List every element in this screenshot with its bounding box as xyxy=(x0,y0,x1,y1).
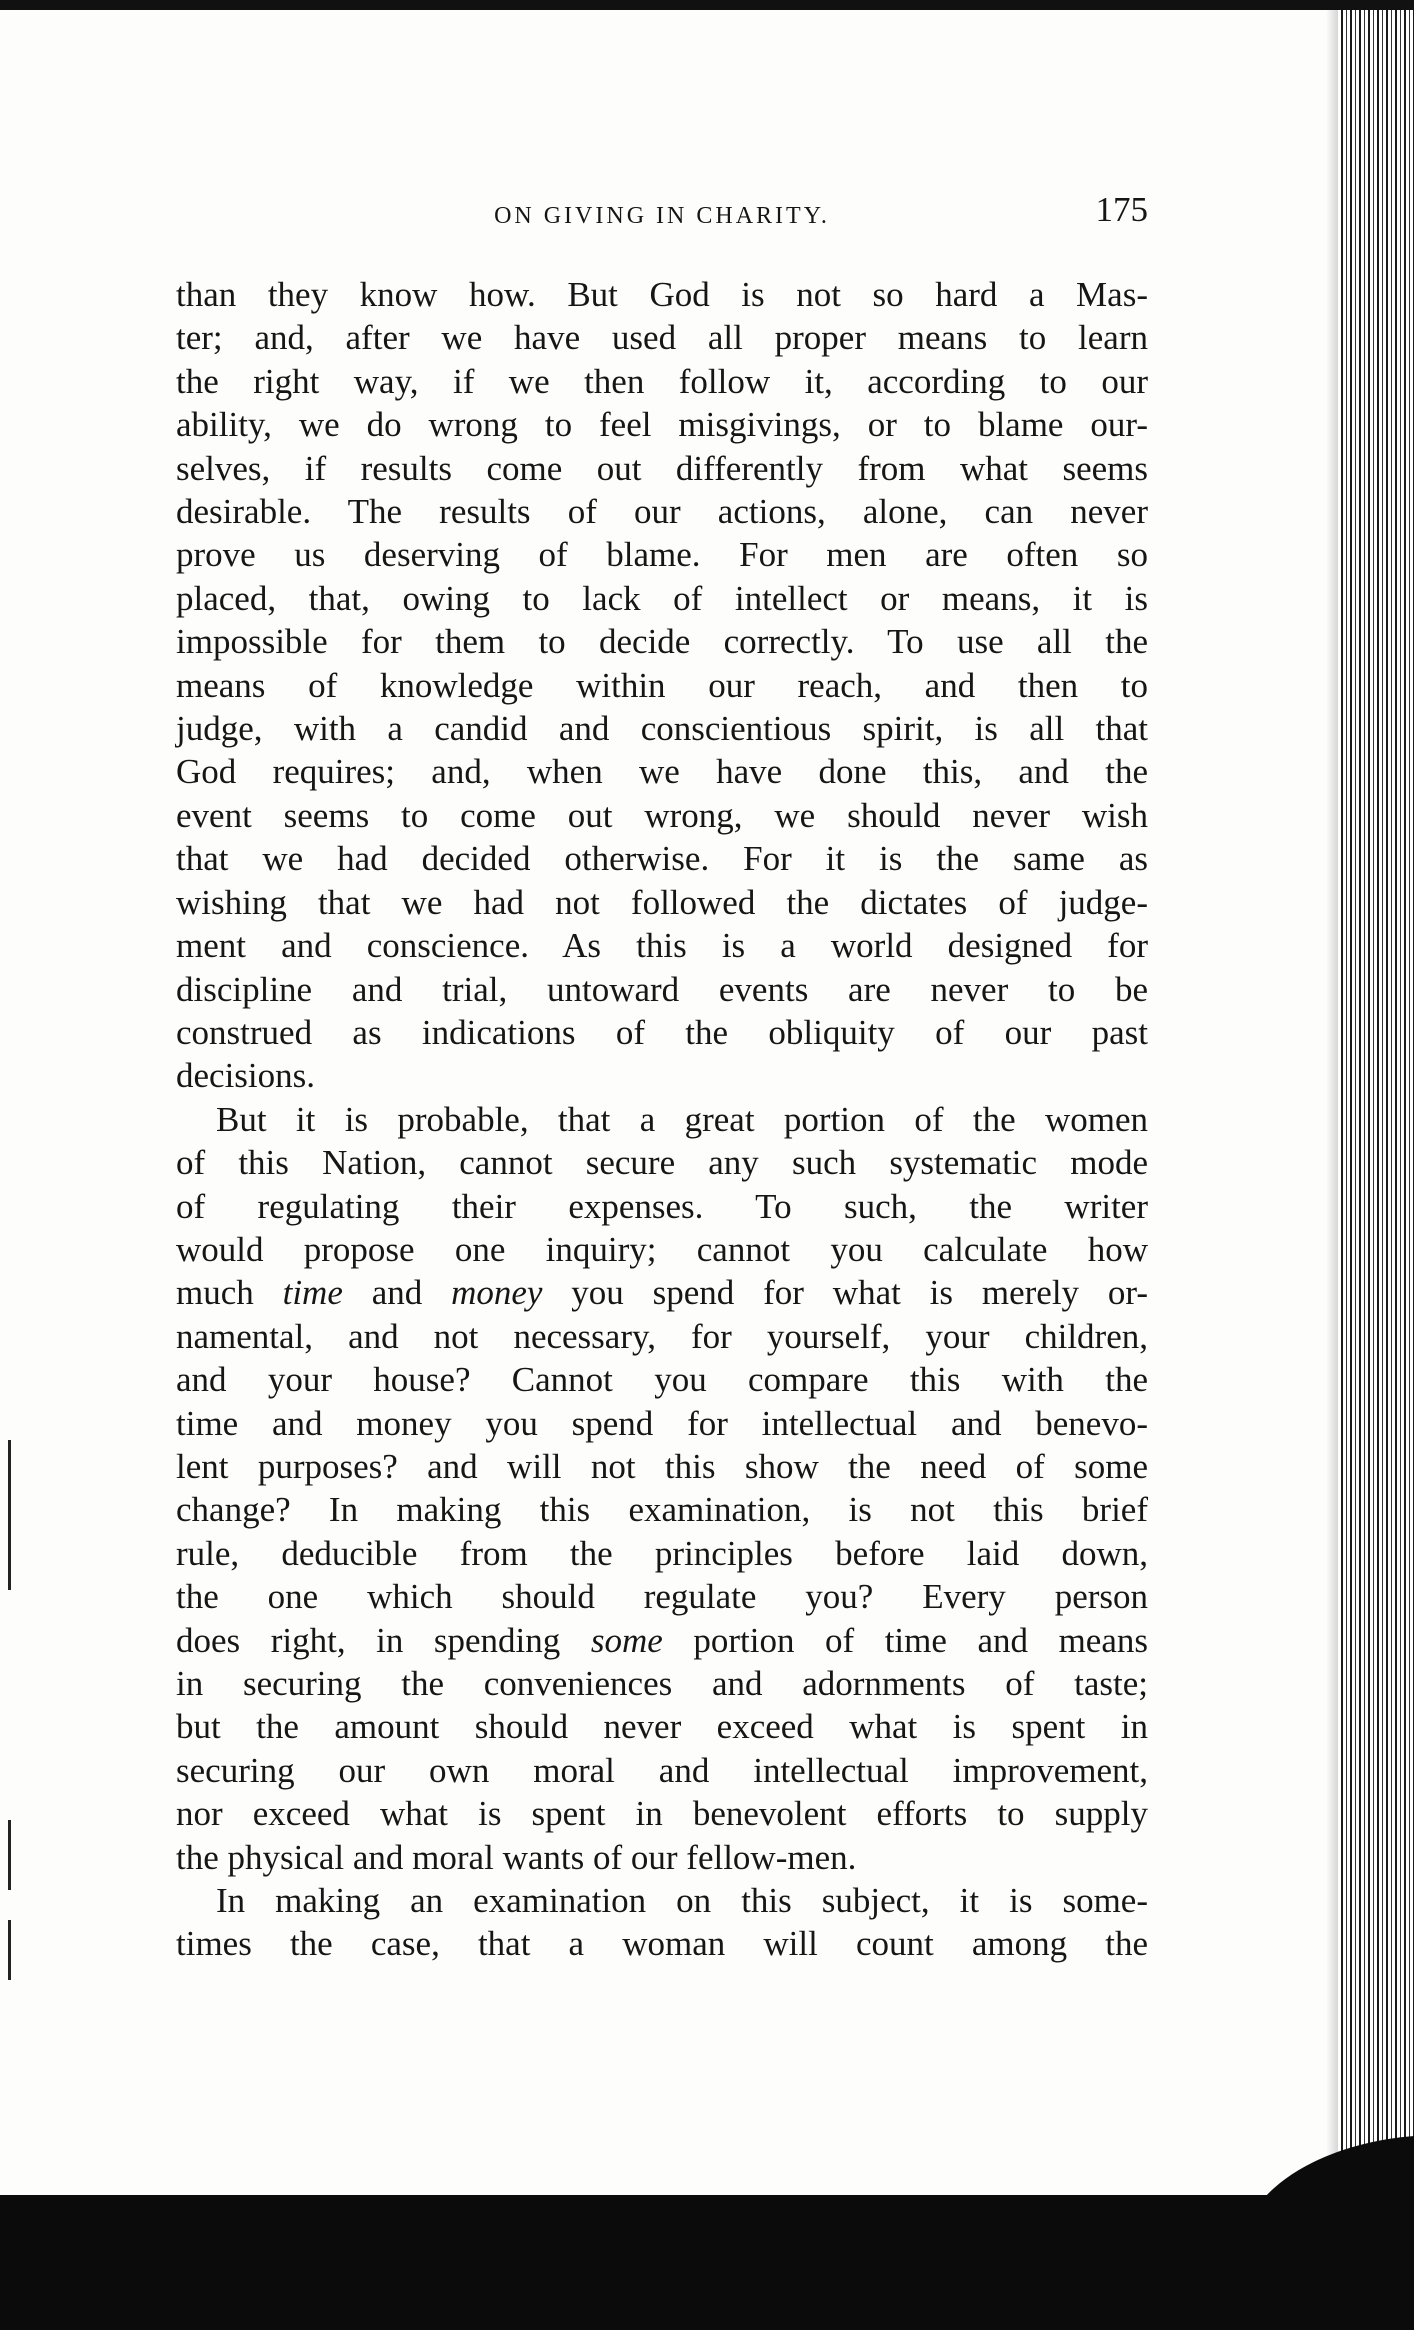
text-line: that we had decided otherwise. For it is the same as xyxy=(176,839,1148,879)
left-margin-mark xyxy=(8,1920,11,1980)
text-line: than they know how. But God is not so hard a Mas- xyxy=(176,275,1148,314)
text-line: of regulating their expenses. To such, the writer xyxy=(176,1186,1148,1226)
running-head xyxy=(176,190,1148,240)
text-line: God requires; and, when we have done this, and the xyxy=(176,752,1148,792)
text-line-with-italics xyxy=(176,1271,1148,1314)
text-line: in securing the conveniences and adornments of taste; xyxy=(176,1664,1148,1703)
paragraph-2 xyxy=(176,1098,1148,1879)
text-line: means of knowledge within our reach, and then to xyxy=(176,665,1148,705)
text-line: judge, with a candid and conscientious spirit, is all that xyxy=(176,709,1148,749)
text-line-with-italics xyxy=(176,1619,1148,1662)
text-line: selves, if results come out differently from what seems xyxy=(176,448,1148,488)
text-line: impossible for them to decide correctly. To use all the xyxy=(176,622,1148,662)
italic-word: some xyxy=(590,1620,663,1660)
text-line: decisions. xyxy=(176,1056,316,1096)
page-number: 175 xyxy=(1095,190,1148,229)
body-text xyxy=(176,273,1148,1966)
text-line: the right way, if we then follow it, according to our xyxy=(176,361,1148,401)
text-line: would propose one inquiry; cannot you calculate how xyxy=(176,1229,1148,1269)
text-line: time and money you spend for intellectual and benevo- xyxy=(176,1403,1148,1443)
text-line: and your house? Cannot you compare this with the xyxy=(176,1360,1148,1400)
text-line: placed, that, owing to lack of intellect or means, it is xyxy=(176,578,1148,618)
text-line: but the amount should never exceed what is spent in xyxy=(176,1707,1148,1747)
text-line: wishing that we had not followed the dictates of judge- xyxy=(176,882,1148,922)
running-head-title: ON GIVING IN CHARITY. xyxy=(494,203,830,229)
text-line: rule, deducible from the principles before laid down, xyxy=(176,1533,1148,1573)
left-margin-mark xyxy=(8,1820,11,1890)
text-line: the one which should regulate you? Every person xyxy=(176,1577,1148,1617)
text-line: In making an examination on this subject, it is some- xyxy=(216,1881,1148,1921)
text-segment: and xyxy=(342,1273,452,1313)
text-line: change? In making this examination, is not this brief xyxy=(176,1490,1148,1530)
text-line: ter; and, after we have used all proper means to learn xyxy=(176,318,1148,358)
text-segment: much xyxy=(176,1273,283,1313)
italic-word: money xyxy=(451,1273,543,1313)
text-line: discipline and trial, untoward events are never to be xyxy=(176,969,1148,1009)
bottom-scan-edge xyxy=(0,2195,1414,2330)
book-spine-edge xyxy=(1338,10,1414,2200)
text-line: nor exceed what is spent in benevolent efforts to supply xyxy=(176,1794,1148,1834)
text-line: lent purposes? and will not this show the need of some xyxy=(176,1446,1148,1486)
text-segment: does right, in spending xyxy=(176,1620,591,1660)
text-line: But it is probable, that a great portion of the women xyxy=(216,1099,1148,1139)
text-line: prove us deserving of blame. For men are often so xyxy=(176,535,1148,575)
left-margin-mark xyxy=(8,1440,11,1590)
text-line: times the case, that a woman will count among the xyxy=(176,1924,1148,1964)
text-segment: you spend for what is merely or- xyxy=(542,1273,1148,1313)
top-scan-edge xyxy=(0,0,1414,10)
text-line: securing our own moral and intellectual improvement, xyxy=(176,1750,1148,1790)
text-line: ment and conscience. As this is a world designed for xyxy=(176,926,1148,966)
text-line: desirable. The results of our actions, alone, can never xyxy=(176,492,1148,532)
paragraph-3 xyxy=(176,1879,1148,1966)
italic-word: time xyxy=(282,1273,343,1313)
text-line: construed as indications of the obliquity of our past xyxy=(176,1012,1148,1052)
text-segment: portion of time and means xyxy=(662,1620,1148,1660)
text-line: namental, and not necessary, for yourself, your children, xyxy=(176,1316,1148,1356)
text-line: event seems to come out wrong, we should never wish xyxy=(176,795,1148,835)
text-line: the physical and moral wants of our fellow-men. xyxy=(176,1837,857,1877)
text-line: of this Nation, cannot secure any such systematic mode xyxy=(176,1143,1148,1183)
paragraph-1 xyxy=(176,273,1148,1098)
text-line: ability, we do wrong to feel misgivings, or to blame our- xyxy=(176,405,1148,445)
